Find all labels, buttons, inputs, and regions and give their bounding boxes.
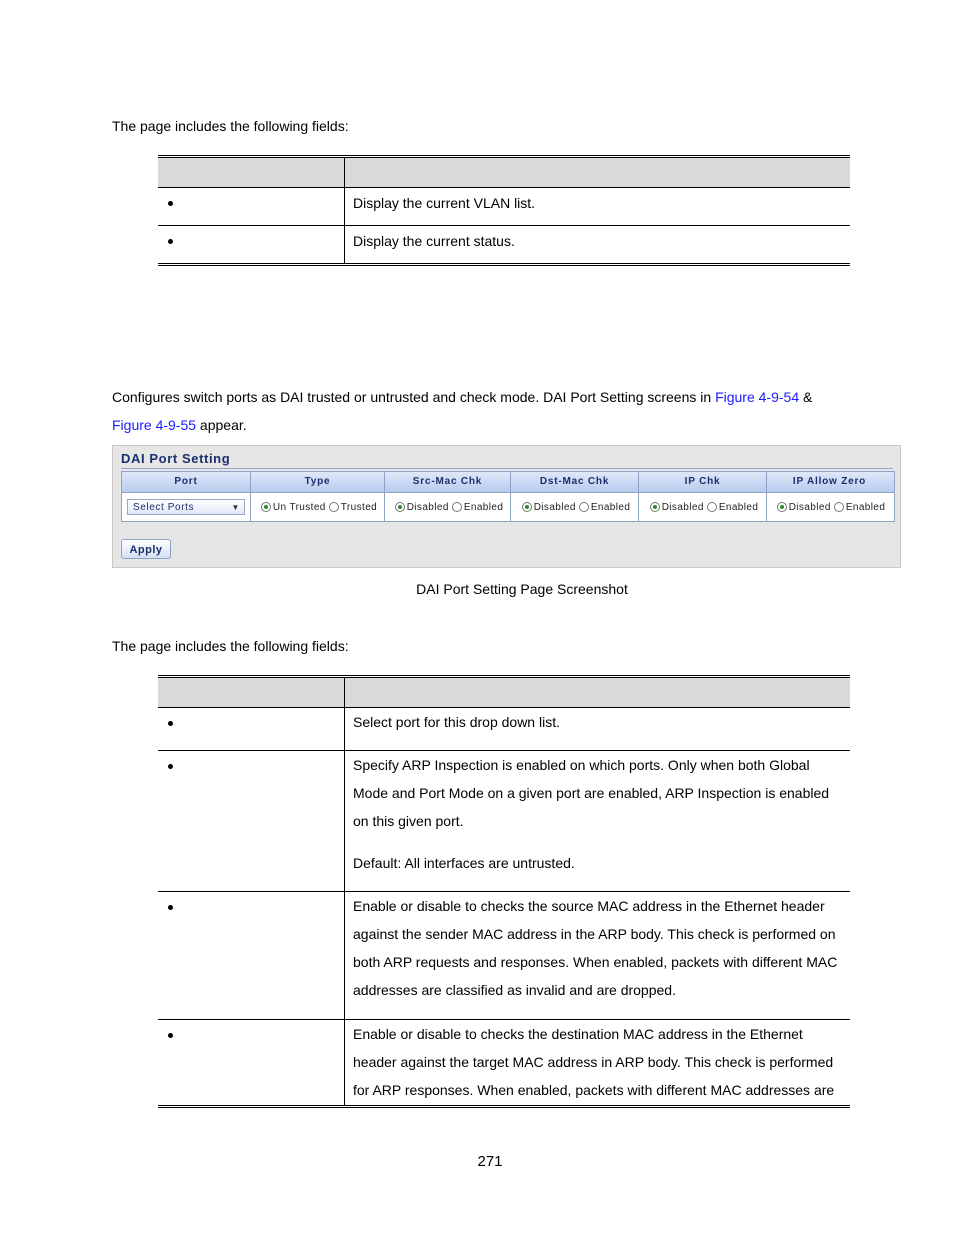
panel-title: DAI Port Setting: [121, 451, 231, 466]
figure-link-1[interactable]: Figure 4-9-54: [715, 389, 800, 405]
table-header: [158, 158, 850, 188]
figure-caption: DAI Port Setting Page Screenshot: [416, 581, 628, 597]
divider: [121, 468, 893, 469]
ip-allow-zero-radio-group: Disabled Enabled: [767, 493, 892, 521]
intro-text: The page includes the following fields:: [112, 118, 349, 134]
bullet-icon: [168, 1033, 173, 1038]
table-row: Select port for this drop down list.: [158, 708, 850, 751]
col-dst-mac-chk: Dst-Mac Chk: [511, 472, 639, 492]
table-row: Specify ARP Inspection is enabled on which ports. Only when both Global Mode and Port Mode on a given port are enabled, ARP Inspection is enabled on this given port. Default: All interfaces are untrusted.: [158, 751, 850, 892]
fields-table-port-setting: [158, 675, 850, 1108]
type-radio-group: Un Trusted Trusted: [251, 493, 385, 521]
src-mac-radio-group: Disabled Enabled: [385, 493, 511, 521]
table-row: Enable or disable to checks the source MAC address in the Ethernet header against the sender MAC address in the ARP body. This check is performed on both ARP requests and responses. When enabled, packets with different MAC addresses are classified as invalid and are dropped.: [158, 892, 850, 1020]
src-mac-enabled-radio[interactable]: [452, 502, 462, 512]
ip-chk-enabled-radio[interactable]: [707, 502, 717, 512]
fields-table-vlan: [158, 155, 850, 266]
ip-chk-disabled-radio[interactable]: [650, 502, 660, 512]
dst-mac-radio-group: Disabled Enabled: [511, 493, 639, 521]
untrusted-radio[interactable]: [261, 502, 271, 512]
col-ip-allow-zero: IP Allow Zero: [792, 476, 867, 487]
trusted-radio[interactable]: [329, 502, 339, 512]
dst-mac-enabled-radio[interactable]: [579, 502, 589, 512]
apply-button[interactable]: Apply: [121, 539, 171, 559]
col-ip-chk: IP Chk: [639, 472, 767, 492]
bullet-icon: [168, 721, 173, 726]
select-ports-dropdown[interactable]: Select Ports ▼: [127, 499, 245, 515]
ip-allow-zero-disabled-radio[interactable]: [777, 502, 787, 512]
intro-text-2: The page includes the following fields:: [112, 638, 349, 654]
col-port: Port: [122, 472, 251, 492]
ip-chk-radio-group: Disabled Enabled: [639, 493, 767, 521]
bullet-icon: [168, 239, 173, 244]
bullet-icon: [168, 905, 173, 910]
table-row: Display the current status.: [158, 226, 850, 263]
dst-mac-disabled-radio[interactable]: [522, 502, 532, 512]
page-number: 271: [477, 1153, 503, 1170]
bullet-icon: [168, 201, 173, 206]
dai-port-setting-panel: [112, 445, 901, 568]
dai-table-header: [122, 472, 894, 492]
col-src-mac-chk: Src-Mac Chk: [385, 472, 511, 492]
src-mac-disabled-radio[interactable]: [395, 502, 405, 512]
dai-table-row: [122, 492, 894, 521]
table-row: Display the current VLAN list.: [158, 188, 850, 226]
col-type: Type: [251, 472, 385, 492]
figure-link-2[interactable]: Figure 4-9-55: [112, 417, 197, 433]
chevron-down-icon: ▼: [231, 503, 240, 512]
table-row: Enable or disable to checks the destination MAC address in the Ethernet header against the target MAC address in ARP body. This check is performed for ARP responses. When enabled, packets with different MAC addresses are: [158, 1020, 850, 1105]
bullet-icon: [168, 764, 173, 769]
table-header: [158, 678, 850, 708]
dai-port-table: [121, 471, 895, 522]
section-description: Configures switch ports as DAI trusted or untrusted and check mode. DAI Port Setting screens in Figure 4-9-54 & Figure 4-9-55 appear.: [112, 389, 813, 433]
ip-allow-zero-enabled-radio[interactable]: [834, 502, 844, 512]
